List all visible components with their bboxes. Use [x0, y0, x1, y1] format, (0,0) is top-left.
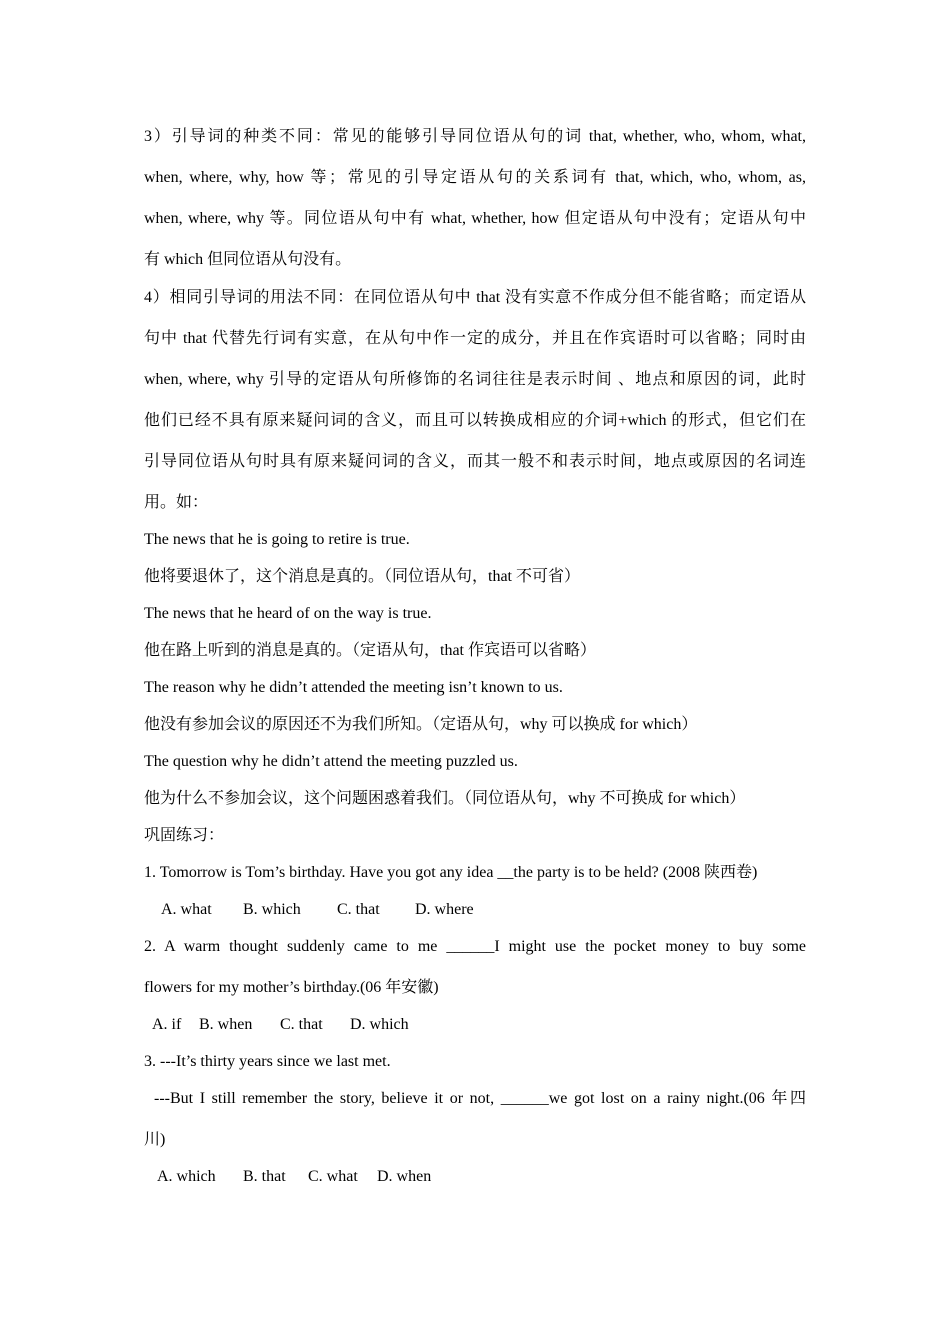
question-3-line-2: ---But I still remember the story, believe it or not, ______we got lost on a rainy night.(06 年四 — [154, 1090, 806, 1107]
q1-option-d: D. where — [415, 901, 474, 918]
q1-option-a: A. what — [161, 901, 212, 918]
question-3-line-1: 3. ---It’s thirty years since we last met. — [144, 1053, 391, 1070]
paragraph-4-line-3: when, where, why 引导的定语从句所修饰的名词往往是表示时间 、地点和原因的词，此时 — [144, 371, 806, 388]
example-en-1: The news that he is going to retire is true. — [144, 531, 410, 548]
q3-option-d: D. when — [377, 1168, 432, 1185]
paragraph-3-line-3: when, where, why 等。同位语从句中有 what, whether, how 但定语从句中没有；定语从句中 — [144, 210, 806, 227]
example-en-4: The question why he didn’t attend the meeting puzzled us. — [144, 753, 518, 770]
q2-option-a: A. if — [152, 1016, 182, 1033]
q1-option-b: B. which — [243, 901, 301, 918]
question-2-options — [152, 1015, 814, 1035]
paragraph-4-line-5: 引导同位语从句时具有原来疑问词的含义，而其一般不和表示时间，地点或原因的名词连 — [144, 453, 806, 470]
paragraph-3-line-1: 3）引导词的种类不同：常见的能够引导同位语从句的词 that, whether, who, whom, what, — [144, 128, 806, 145]
example-en-3: The reason why he didn’t attended the meeting isn’t known to us. — [144, 679, 563, 696]
question-3-line-3: 川) — [144, 1131, 166, 1148]
question-2-line-1: 2. A warm thought suddenly came to me ______I might use the pocket money to buy some — [144, 938, 806, 955]
question-3-options — [157, 1167, 819, 1187]
paragraph-4-line-6: 用。如： — [144, 494, 209, 511]
q2-option-c: C. that — [280, 1016, 323, 1033]
q1-option-c: C. that — [337, 901, 380, 918]
q3-option-b: B. that — [243, 1168, 286, 1185]
paragraph-4-line-1: 4）相同引导词的用法不同：在同位语从句中 that 没有实意不作成分但不能省略；而定语从 — [144, 289, 806, 306]
exercise-heading: 巩固练习： — [144, 827, 225, 844]
q3-option-c: C. what — [308, 1168, 358, 1185]
paragraph-3-line-2: when, where, why, how 等；常见的引导定语从句的关系词有 that, which, who, whom, as, — [144, 169, 806, 186]
paragraph-4-line-2: 句中 that 代替先行词有实意，在从句中作一定的成分，并且在作宾语时可以省略；同时由 — [144, 330, 806, 347]
q2-option-d: D. which — [350, 1016, 409, 1033]
question-1-options — [161, 900, 823, 920]
example-zh-2: 他在路上听到的消息是真的。（定语从句，that 作宾语可以省略） — [144, 642, 596, 659]
example-zh-4: 他为什么不参加会议，这个问题困惑着我们。（同位语从句，why 不可换成 for which） — [144, 790, 746, 807]
q2-option-b: B. when — [199, 1016, 253, 1033]
paragraph-3-line-4: 有 which 但同位语从句没有。 — [144, 251, 352, 268]
question-1: 1. Tomorrow is Tom’s birthday. Have you got any idea __the party is to be held? (2008 陕西卷) — [144, 864, 758, 881]
example-en-2: The news that he heard of on the way is true. — [144, 605, 432, 622]
q3-option-a: A. which — [157, 1168, 216, 1185]
question-2-line-2: flowers for my mother’s birthday.(06 年安徽) — [144, 979, 439, 996]
example-zh-1: 他将要退休了，这个消息是真的。（同位语从句，that 不可省） — [144, 568, 580, 585]
example-zh-3: 他没有参加会议的原因还不为我们所知。（定语从句，why 可以换成 for which） — [144, 716, 698, 733]
paragraph-4-line-4: 他们已经不具有原来疑问词的含义，而且可以转换成相应的介词+which 的形式，但它们在 — [144, 412, 806, 429]
